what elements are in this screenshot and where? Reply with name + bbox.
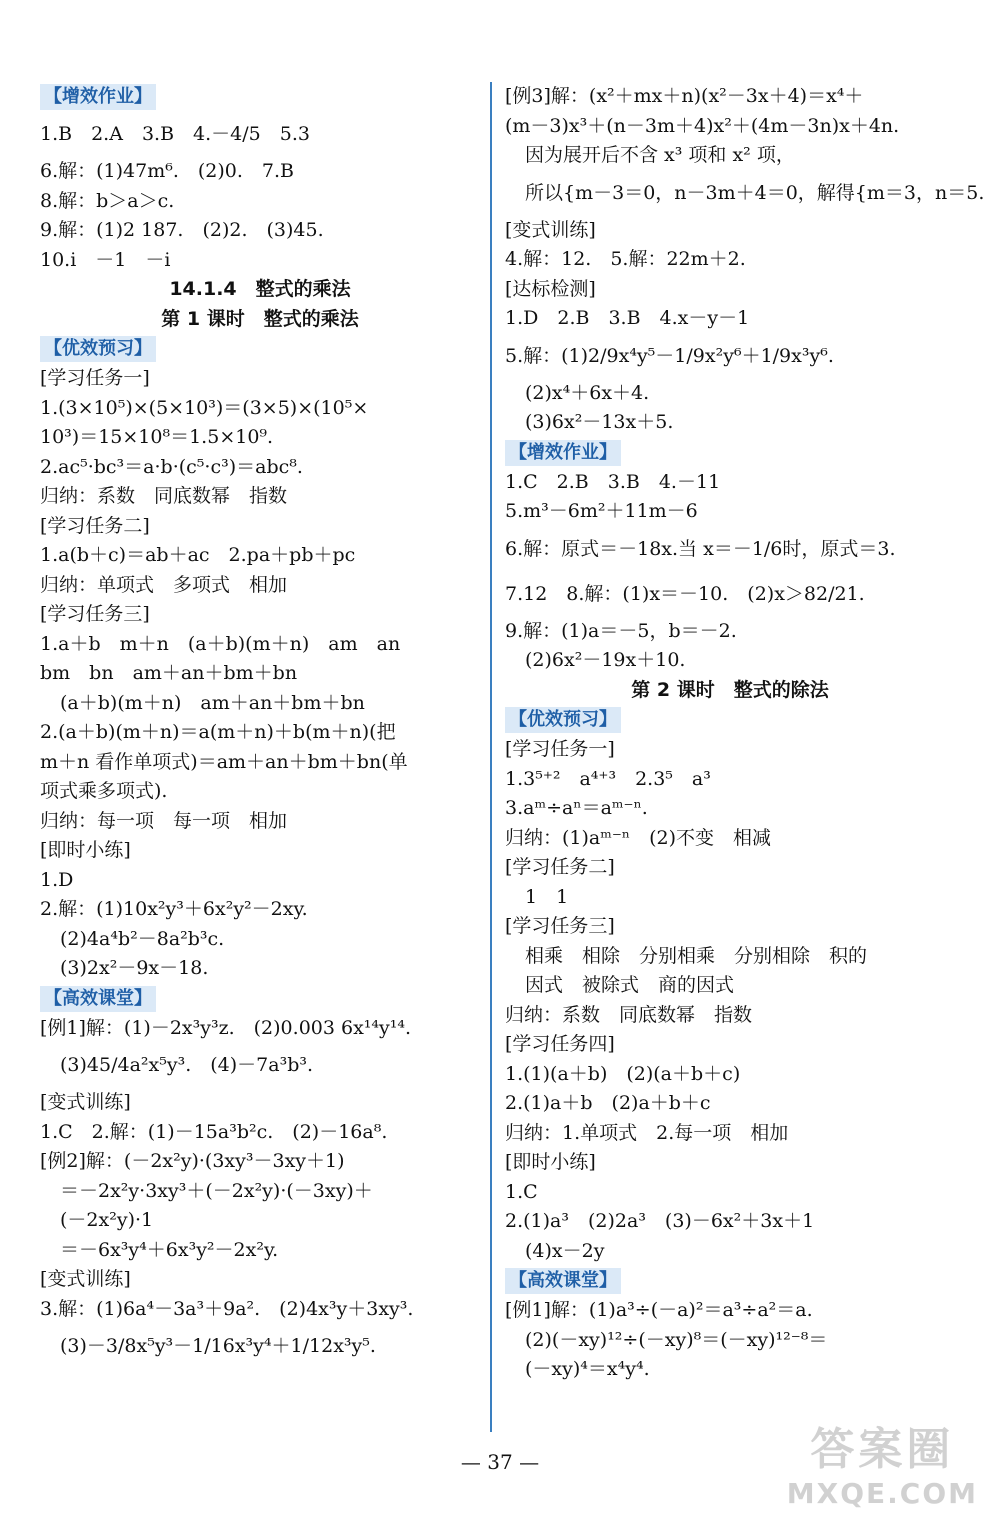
- answer-line: 项式乘多项式).: [40, 780, 168, 802]
- answer-line: 1 1: [525, 885, 569, 908]
- answer-line: [即时小练]: [505, 1151, 596, 1173]
- section-title: 第 1 课时 整式的乘法: [161, 307, 359, 330]
- answer-line: [学习任务四]: [505, 1033, 615, 1055]
- answer-line: 归纳：1.单项式 2.每一项 相加: [505, 1121, 789, 1144]
- section-badge-row: [505, 705, 955, 735]
- section-badge: 【增效作业】: [40, 84, 156, 110]
- answer-line: [达标检测]: [505, 277, 596, 300]
- answer-line: ＝－2x²y·3xy³＋(－2x²y)·(－3xy)＋: [60, 1179, 373, 1202]
- column-divider: [490, 82, 492, 1432]
- answer-line: (3)6x²－13x＋5.: [525, 411, 674, 433]
- answer-line: 1.3⁵⁺² a⁴⁺³ 2.3⁵ a³: [505, 767, 711, 790]
- answer-line: 9.解：(1)2 187. (2)2. (3)45.: [40, 219, 324, 241]
- section-badge-row: [505, 1266, 955, 1296]
- answer-line: (－xy)⁴＝x⁴y⁴.: [525, 1358, 650, 1380]
- section-badge: 【优效预习】: [505, 707, 621, 733]
- answer-line: 因为展开后不含 x³ 项和 x² 项，: [525, 144, 795, 166]
- answer-line: 5.m³－6m²＋11m－6: [505, 500, 698, 522]
- answer-line: 2.ac⁵·bc³＝a·b·(c⁵·c³)＝abc⁸.: [40, 455, 303, 478]
- answer-line: 归纳：每一项 每一项 相加: [40, 809, 288, 832]
- section-badge-row: [505, 438, 955, 468]
- answer-line: 1.a＋b m＋n (a＋b)(m＋n) am an: [40, 632, 401, 655]
- section-badge-row: [40, 984, 480, 1014]
- watermark-text: 答案圈: [810, 1424, 955, 1475]
- answer-line: (2)6x²－19x＋10.: [525, 649, 686, 671]
- watermark-url: MXQE.COM: [786, 1477, 978, 1510]
- answer-line: (4)x－2y: [525, 1239, 605, 1262]
- answer-line: [变式训练]: [40, 1268, 131, 1290]
- answer-line: 10.i －1 －i: [40, 248, 171, 271]
- answer-line: (3)45/4a²x⁵y³. (4)－7a³b³.: [60, 1054, 314, 1076]
- answer-line: [变式训练]: [505, 218, 596, 241]
- section-badge: 【优效预习】: [40, 336, 156, 362]
- answer-line: 归纳：单项式 多项式 相加: [40, 573, 288, 596]
- right-column: [505, 82, 985, 1385]
- answer-line: 1.D: [40, 868, 74, 891]
- section-badge-row: [40, 82, 480, 112]
- answer-line: 10³)＝15×10⁸＝1.5×10⁹.: [40, 426, 274, 448]
- answer-line: (a＋b)(m＋n) am＋an＋bm＋bn: [60, 691, 365, 714]
- answer-line: ＝－6x³y⁴＋6x³y²－2x²y.: [60, 1238, 279, 1261]
- left-column: [40, 82, 480, 1369]
- section-badge: 【高效课堂】: [505, 1268, 621, 1294]
- answer-line: 4.解：12. 5.解：22m＋2.: [505, 248, 746, 270]
- section-badge-row: [40, 334, 480, 364]
- page-number: — 37 —: [460, 1450, 540, 1474]
- answer-line: m＋n 看作单项式)＝am＋an＋bm＋bn(单: [40, 750, 408, 773]
- answer-line: 因式 被除式 商的因式: [525, 974, 735, 996]
- answer-line: (3)2x²－9x－18.: [60, 957, 209, 979]
- answer-line: 归纳：(1)aᵐ⁻ⁿ (2)不变 相减: [505, 826, 772, 849]
- answer-line: 6.解：(1)47m⁶. (2)0. 7.B: [40, 160, 295, 182]
- answer-line: [例1]解：(1)－2x³y³z. (2)0.003 6x¹⁴y¹⁴.: [40, 1016, 412, 1039]
- answer-line: 1.D 2.B 3.B 4.x－y－1: [505, 307, 750, 329]
- answer-line: 2.解：(1)10x²y³＋6x²y²－2xy.: [40, 898, 308, 920]
- watermark-logo: [787, 1413, 978, 1510]
- answer-line: [学习任务一]: [40, 367, 150, 389]
- answer-line: 3.aᵐ÷aⁿ＝aᵐ⁻ⁿ.: [505, 797, 648, 819]
- answer-line: [学习任务三]: [505, 915, 615, 937]
- answer-line: [例3]解：(x²＋mx＋n)(x²－3x＋4)＝x⁴＋: [505, 85, 864, 107]
- answer-line: bm bn am＋an＋bm＋bn: [40, 662, 298, 684]
- answer-line: (m－3)x³＋(n－3m＋4)x²＋(4m－3n)x＋4n.: [505, 114, 900, 137]
- answer-line: 归纳：系数 同底数幂 指数: [40, 485, 288, 507]
- answer-line: 2.(1)a＋b (2)a＋b＋c: [505, 1092, 711, 1114]
- answer-line: [即时小练]: [40, 839, 131, 861]
- answer-line: 1.a(b＋c)＝ab＋ac 2.pa＋pb＋pc: [40, 544, 356, 566]
- answer-line: 2.(a＋b)(m＋n)＝a(m＋n)＋b(m＋n)(把: [40, 721, 396, 743]
- answer-line: (－2x²y)·1: [60, 1209, 154, 1231]
- answer-line: 2.(1)a³ (2)2a³ (3)－6x²＋3x＋1: [505, 1210, 815, 1232]
- answer-line: 1.C 2.B 3.B 4.－11: [505, 470, 721, 493]
- section-title: 14.1.4 整式的乘法: [169, 278, 351, 300]
- answer-line: 6.解：原式＝－18x.当 x＝－1/6时，原式＝3.: [505, 537, 896, 560]
- answer-line: [例2]解：(－2x²y)·(3xy³－3xy＋1): [40, 1150, 345, 1172]
- answer-line: 所以{m－3＝0，n－3m＋4＝0，解得{m＝3，n＝5.: [525, 181, 985, 204]
- section-badge: 【增效作业】: [505, 440, 621, 466]
- answer-line: (2)x⁴＋6x＋4.: [525, 381, 650, 404]
- answer-line: [学习任务二]: [505, 856, 615, 878]
- answer-line: (2)4a⁴b²－8a²b³c.: [60, 927, 225, 950]
- answer-line: 1.B 2.A 3.B 4.－4/5 5.3: [40, 123, 310, 145]
- answer-line: 9.解：(1)a＝－5，b＝－2.: [505, 619, 737, 642]
- answer-line: 相乘 相除 分别相乘 分别相除 积的: [525, 944, 868, 967]
- answer-line: (3)－3/8x⁵y³－1/16x³y⁴＋1/12x³y⁵.: [60, 1335, 376, 1357]
- answer-line: 1.C 2.解：(1)－15a³b²c. (2)－16a⁸.: [40, 1120, 388, 1143]
- answer-line: [学习任务一]: [505, 738, 615, 760]
- answer-line: [学习任务二]: [40, 514, 150, 537]
- answer-line: 7.12 8.解：(1)x＝－10. (2)x＞82/21.: [505, 582, 865, 605]
- section-title: 第 2 课时 整式的除法: [631, 678, 829, 701]
- answer-line: 1.C: [505, 1180, 538, 1203]
- answer-line: 3.解：(1)6a⁴－3a³＋9a². (2)4x³y＋3xy³.: [40, 1297, 414, 1320]
- answer-line: 8.解：b＞a＞c.: [40, 189, 175, 212]
- section-badge: 【高效课堂】: [40, 986, 156, 1012]
- answer-line: 5.解：(1)2/9x⁴y⁵－1/9x²y⁶＋1/9x³y⁶.: [505, 344, 834, 367]
- answer-line: 1.(1)(a＋b) (2)(a＋b＋c): [505, 1062, 741, 1085]
- answer-line: [例1]解：(1)a³÷(－a)²＝a³÷a²＝a.: [505, 1299, 813, 1321]
- answer-line: 归纳：系数 同底数幂 指数: [505, 1003, 753, 1026]
- answer-line: [学习任务三]: [40, 603, 150, 625]
- answer-line: (2)(－xy)¹²÷(－xy)⁸＝(－xy)¹²⁻⁸＝: [525, 1328, 828, 1351]
- answer-line: [变式训练]: [40, 1091, 131, 1113]
- answer-line: 1.(3×10⁵)×(5×10³)＝(3×5)×(10⁵×: [40, 396, 369, 419]
